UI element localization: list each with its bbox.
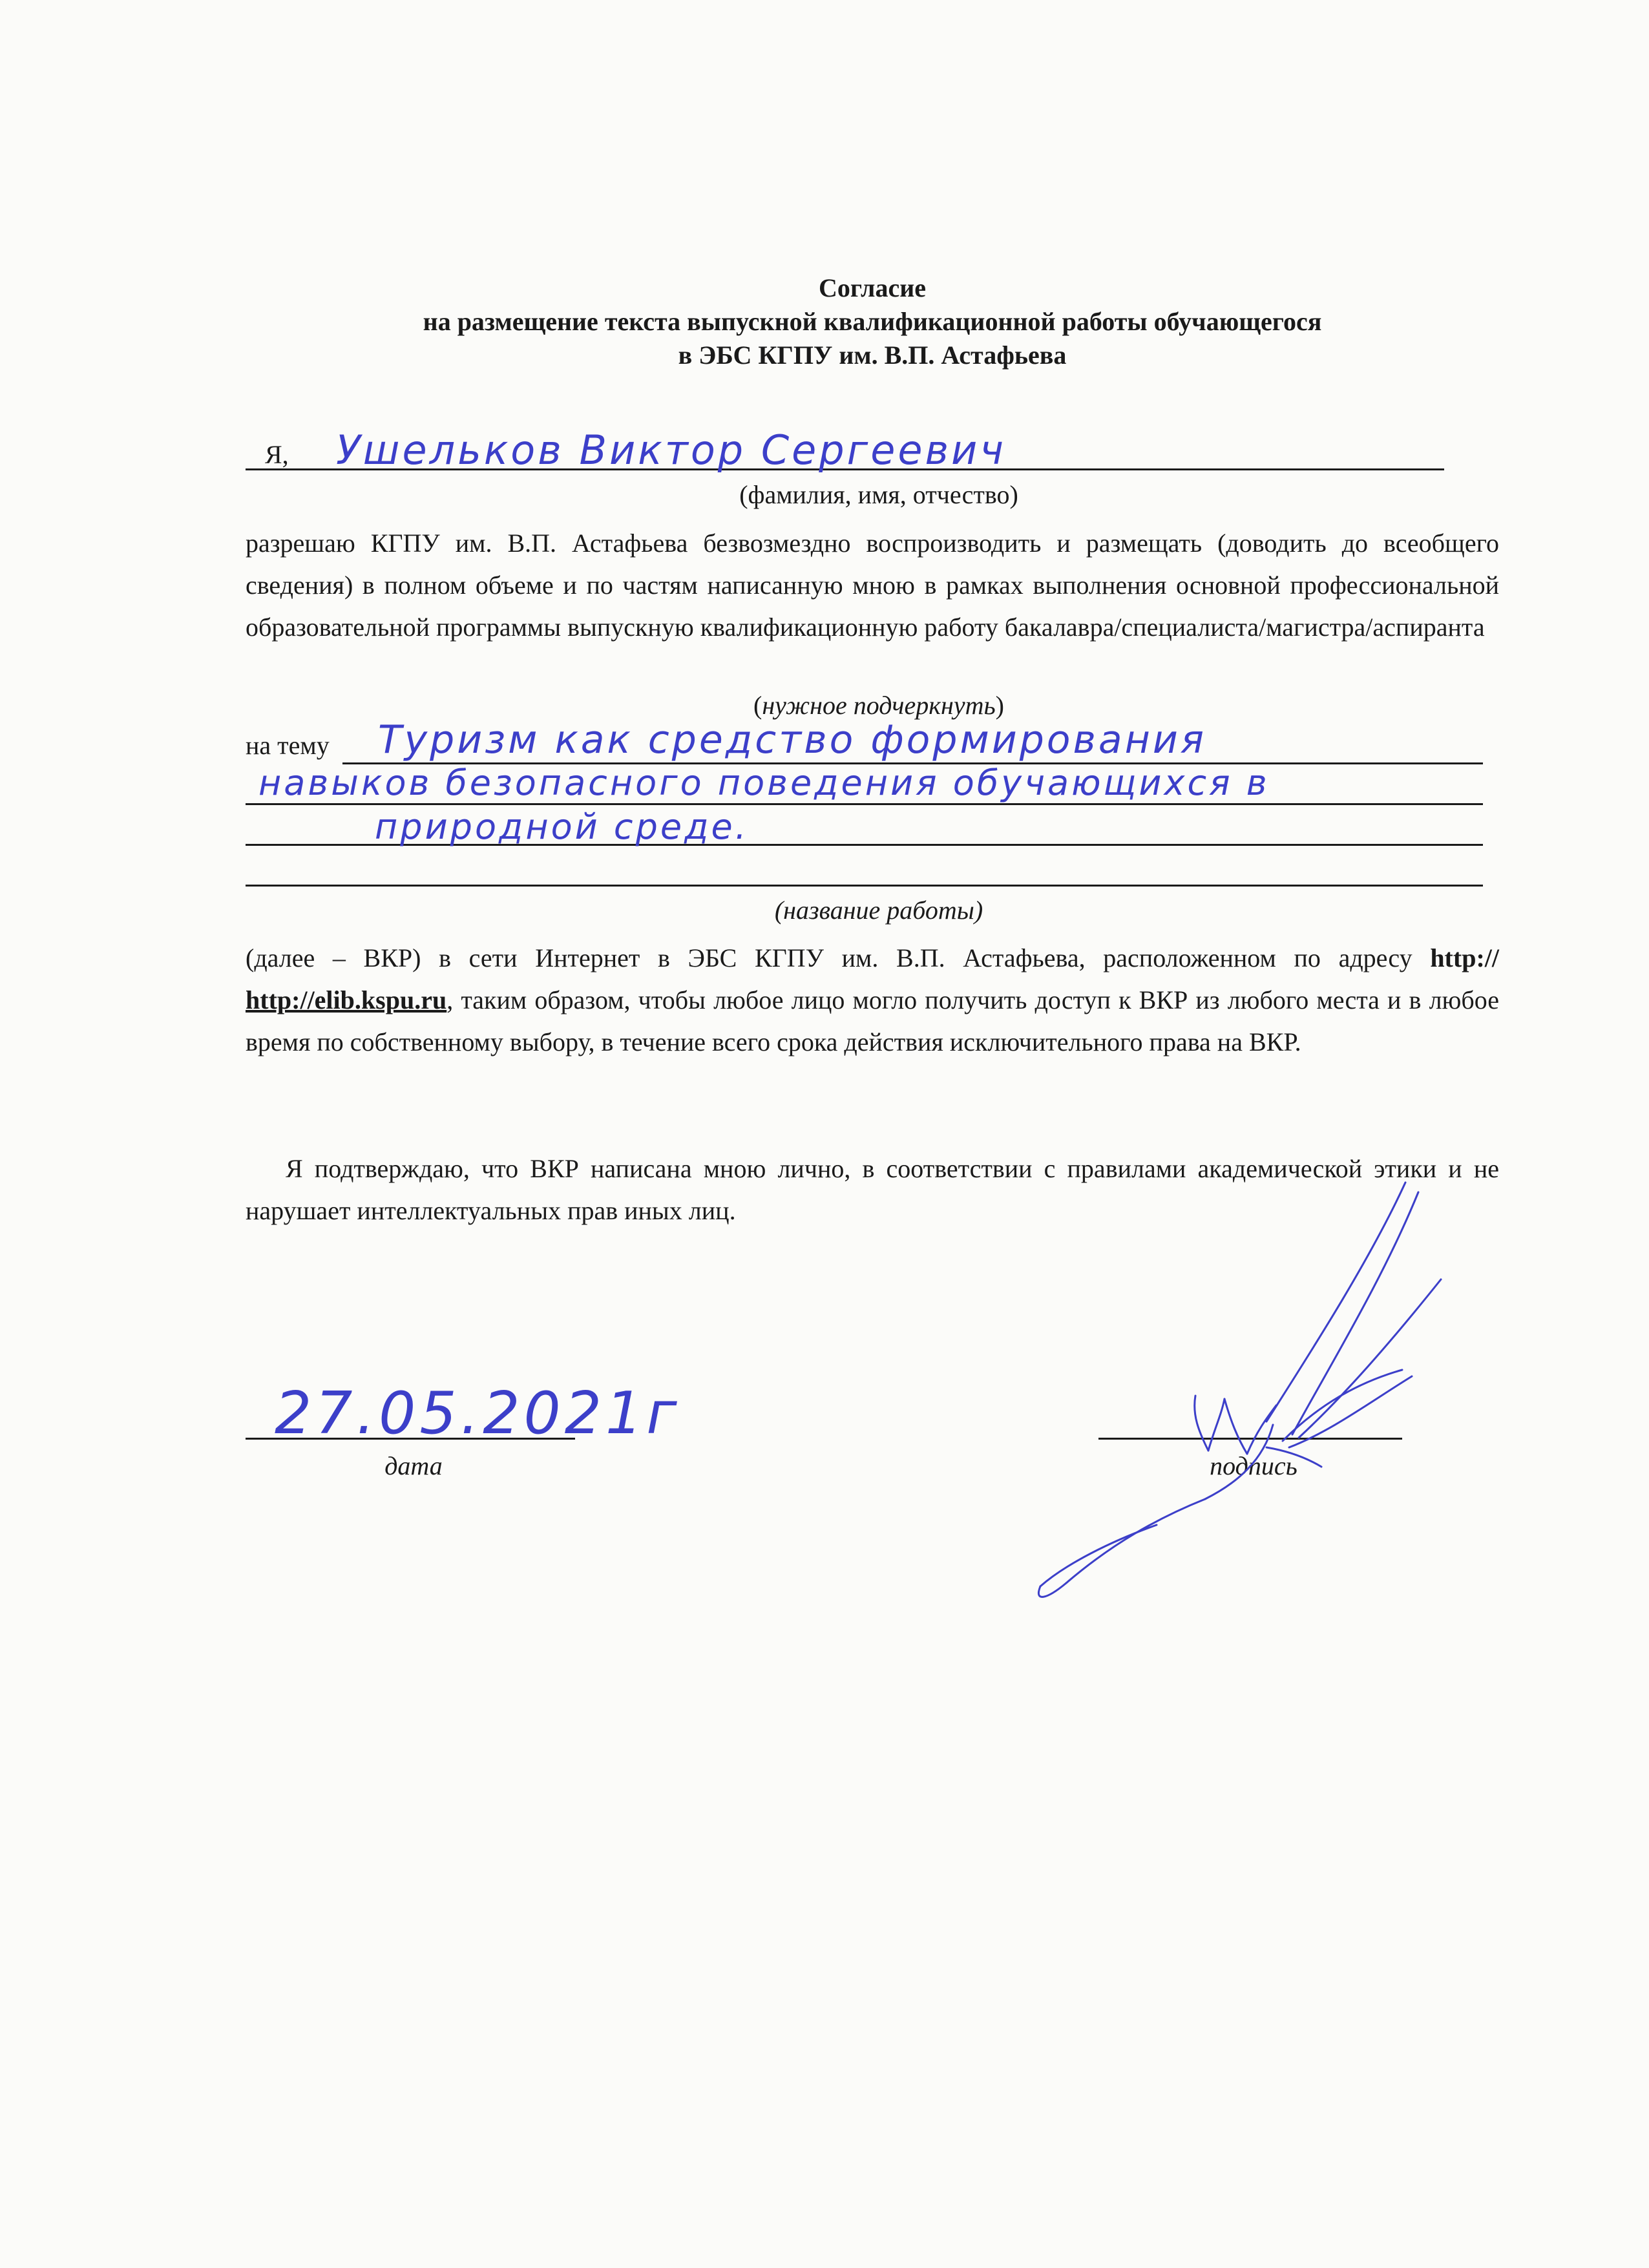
signature-caption: подпись — [1210, 1451, 1297, 1480]
underline-hint-open: ( — [753, 691, 762, 720]
handwritten-topic-line-1: Туризм как средство формирования — [378, 717, 1206, 762]
underline-hint — [698, 690, 1060, 720]
permission-text: разрешаю КГПУ им. В.П. Астафьева безвозмездно воспроизводить и размещать (доводить до всеобщего сведения) в полном объеме и по частям написанную мною в рамках выполнения основной профессиональной образовательной программы выпускную квалификационную работу бакалавра/специалиста/магистра/аспиранта — [246, 529, 1499, 642]
topic-fill-line-2 — [246, 803, 1483, 805]
handwritten-name: Ушельков Виктор Сергеевич — [336, 426, 1006, 474]
topic-prefix: на тему — [246, 731, 330, 760]
title-line-3: в ЭБС КГПУ им. В.П. Астафьева — [678, 341, 1067, 370]
document-title — [233, 271, 1512, 372]
confirmation-text: Я подтверждаю, что ВКР написана мною лично, в соответствии с правилами академической этики и не нарушает интеллектуальных прав иных лиц. — [246, 1154, 1499, 1225]
topic-caption: (название работы) — [774, 896, 983, 925]
publication-text-part1: (далее – ВКР) в сети Интернет в ЭБС КГПУ им. В.П. Астафьева, расположенном по адресу — [246, 943, 1413, 972]
permission-paragraph — [246, 522, 1499, 648]
confirmation-paragraph — [246, 1148, 1499, 1232]
date-caption: дата — [384, 1451, 443, 1480]
underline-hint-close: ) — [995, 691, 1004, 720]
publication-text-part2: , таким образом, чтобы любое лицо могло получить доступ к ВКР из любого места и в любое время по собственному выбору, в течение всего срока действия исключительного права на ВКР. — [246, 985, 1499, 1056]
elib-link[interactable]: http://elib.kspu.ru — [246, 985, 447, 1014]
name-caption: (фамилия, имя, отчество) — [739, 480, 1018, 509]
topic-fill-line-4 — [246, 885, 1483, 887]
handwritten-date: 27.05.2021г — [275, 1380, 681, 1447]
title-line-1: Согласие — [818, 273, 926, 302]
underline-hint-text: нужное подчеркнуть — [762, 691, 996, 720]
handwritten-topic-line-3: природной среде. — [375, 806, 749, 847]
handwritten-topic-line-2: навыков безопасного поведения обучающихся в — [258, 762, 1270, 803]
name-prefix: Я, — [265, 440, 289, 469]
signature-fill-line — [1098, 1438, 1402, 1440]
title-line-2: на размещение текста выпускной квалификационной работы обучающегося — [423, 307, 1322, 336]
http-prefix: http:// — [1430, 943, 1499, 972]
publication-paragraph — [246, 937, 1499, 1063]
